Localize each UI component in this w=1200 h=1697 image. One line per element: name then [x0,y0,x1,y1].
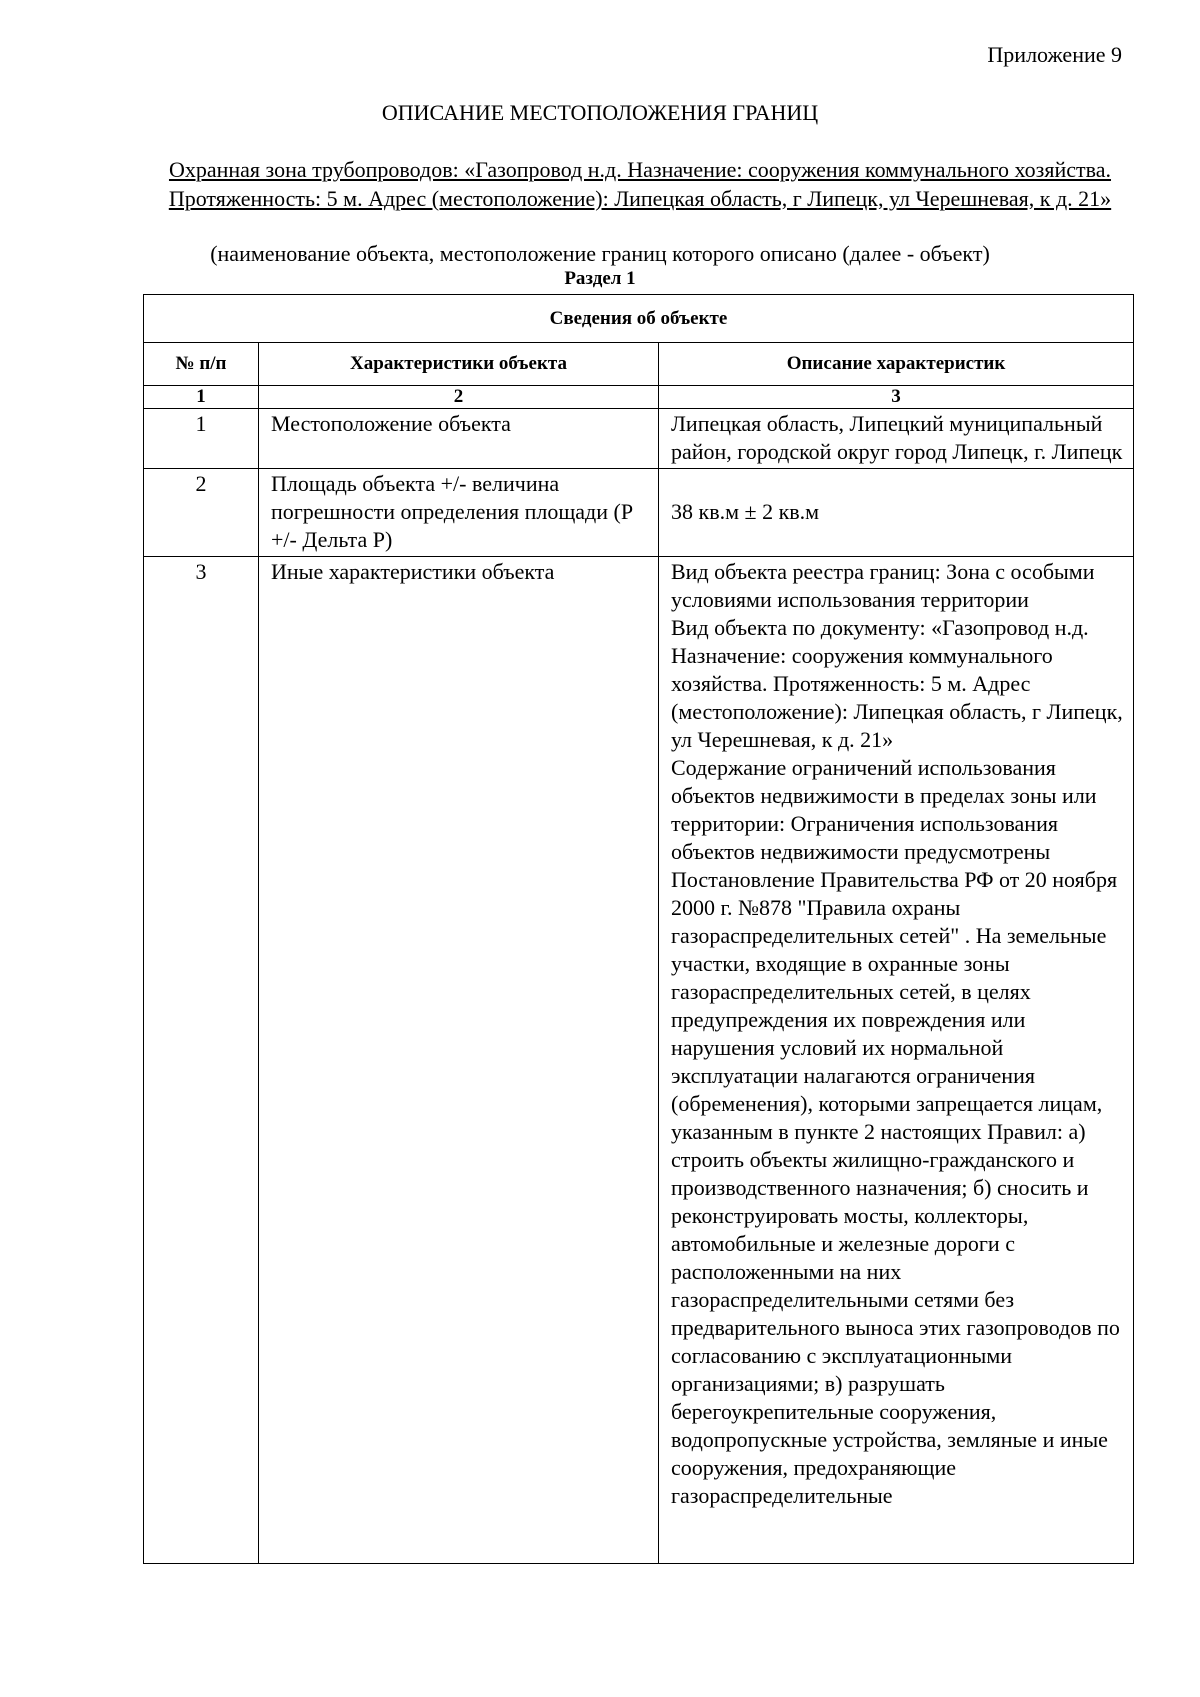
row-number: 2 [144,469,259,557]
table-row [144,409,1134,469]
document-title: ОПИСАНИЕ МЕСТОПОЛОЖЕНИЯ ГРАНИЦ [381,100,819,125]
row-number: 1 [144,409,259,469]
appendix-number: Приложение 9 [987,42,1122,67]
object-info-table [143,294,1134,1564]
table-row [144,557,1134,1564]
header-number: № п/п [144,343,259,386]
column-number-2: 2 [259,386,659,409]
table-header-row [144,343,1134,386]
row-description: 38 кв.м ± 2 кв.м [659,469,1134,557]
section-label: Раздел 1 [564,268,636,289]
row-characteristic: Местоположение объекта [259,409,659,469]
column-number-1: 1 [144,386,259,409]
row-characteristic: Иные характеристики объекта [259,557,659,1564]
header-characteristic: Характеристики объекта [259,343,659,386]
column-number-3: 3 [659,386,1134,409]
row-characteristic: Площадь объекта +/- величина погрешности определения площади (Р +/- Дельта Р) [259,469,659,557]
row-description: Липецкая область, Липецкий муниципальный район, городской округ город Липецк, г. Липецк [659,409,1134,469]
table-caption: Сведения об объекте [144,295,1134,343]
row-number: 3 [144,557,259,1564]
table-caption-row [144,295,1134,343]
row-description: Вид объекта реестра границ: Зона с особыми условиями использования территории Вид объекта по документу: «Газопровод н.д. Назначение: сооружения коммунального хозяйства. Протяженность: 5 м. Адрес (местоположение): Липецкая область, г Липецк, ул Черешневая, к д. 21» Содержание ограничений использования объектов недвижимости в пределах зоны или территории: Ограничения использования объектов недвижимости предусмотрены Постановление Правительства РФ от 20 ноября 2000 г. №878 "Правила охраны газораспределительных сетей" . На земельные участки, входящие в охранные зоны газораспределительных сетей, в целях предупреждения их повреждения или нарушения условий их нормальной эксплуатации налагаются ограничения (обременения), которыми запрещается лицам, указанным в пункте 2 настоящих Правил: а) строить объекты жилищно-гражданского и производственного назначения; б) сносить и реконструировать мосты, коллекторы, автомобильные и железные дороги с расположенными на них газораспределительными сетями без предварительного выноса этих газопроводов по согласованию с эксплуатационными организациями; в) разрушать берегоукрепительные сооружения, водопропускные устройства, земляные и иные сооружения, предохраняющие газораспределительные [659,557,1134,1564]
column-number-row [144,386,1134,409]
header-description: Описание характеристик [659,343,1134,386]
object-name: Охранная зона трубопроводов: «Газопровод н.д. Назначение: сооружения коммунального хозяйства. Протяженность: 5 м. Адрес (местоположение): Липецкая область, г Липецк, ул Черешневая, к д. 21» [168,157,1112,211]
table-row [144,469,1134,557]
object-name-caption: (наименование объекта, местоположение границ которого описано (далее - объект) [210,241,990,266]
